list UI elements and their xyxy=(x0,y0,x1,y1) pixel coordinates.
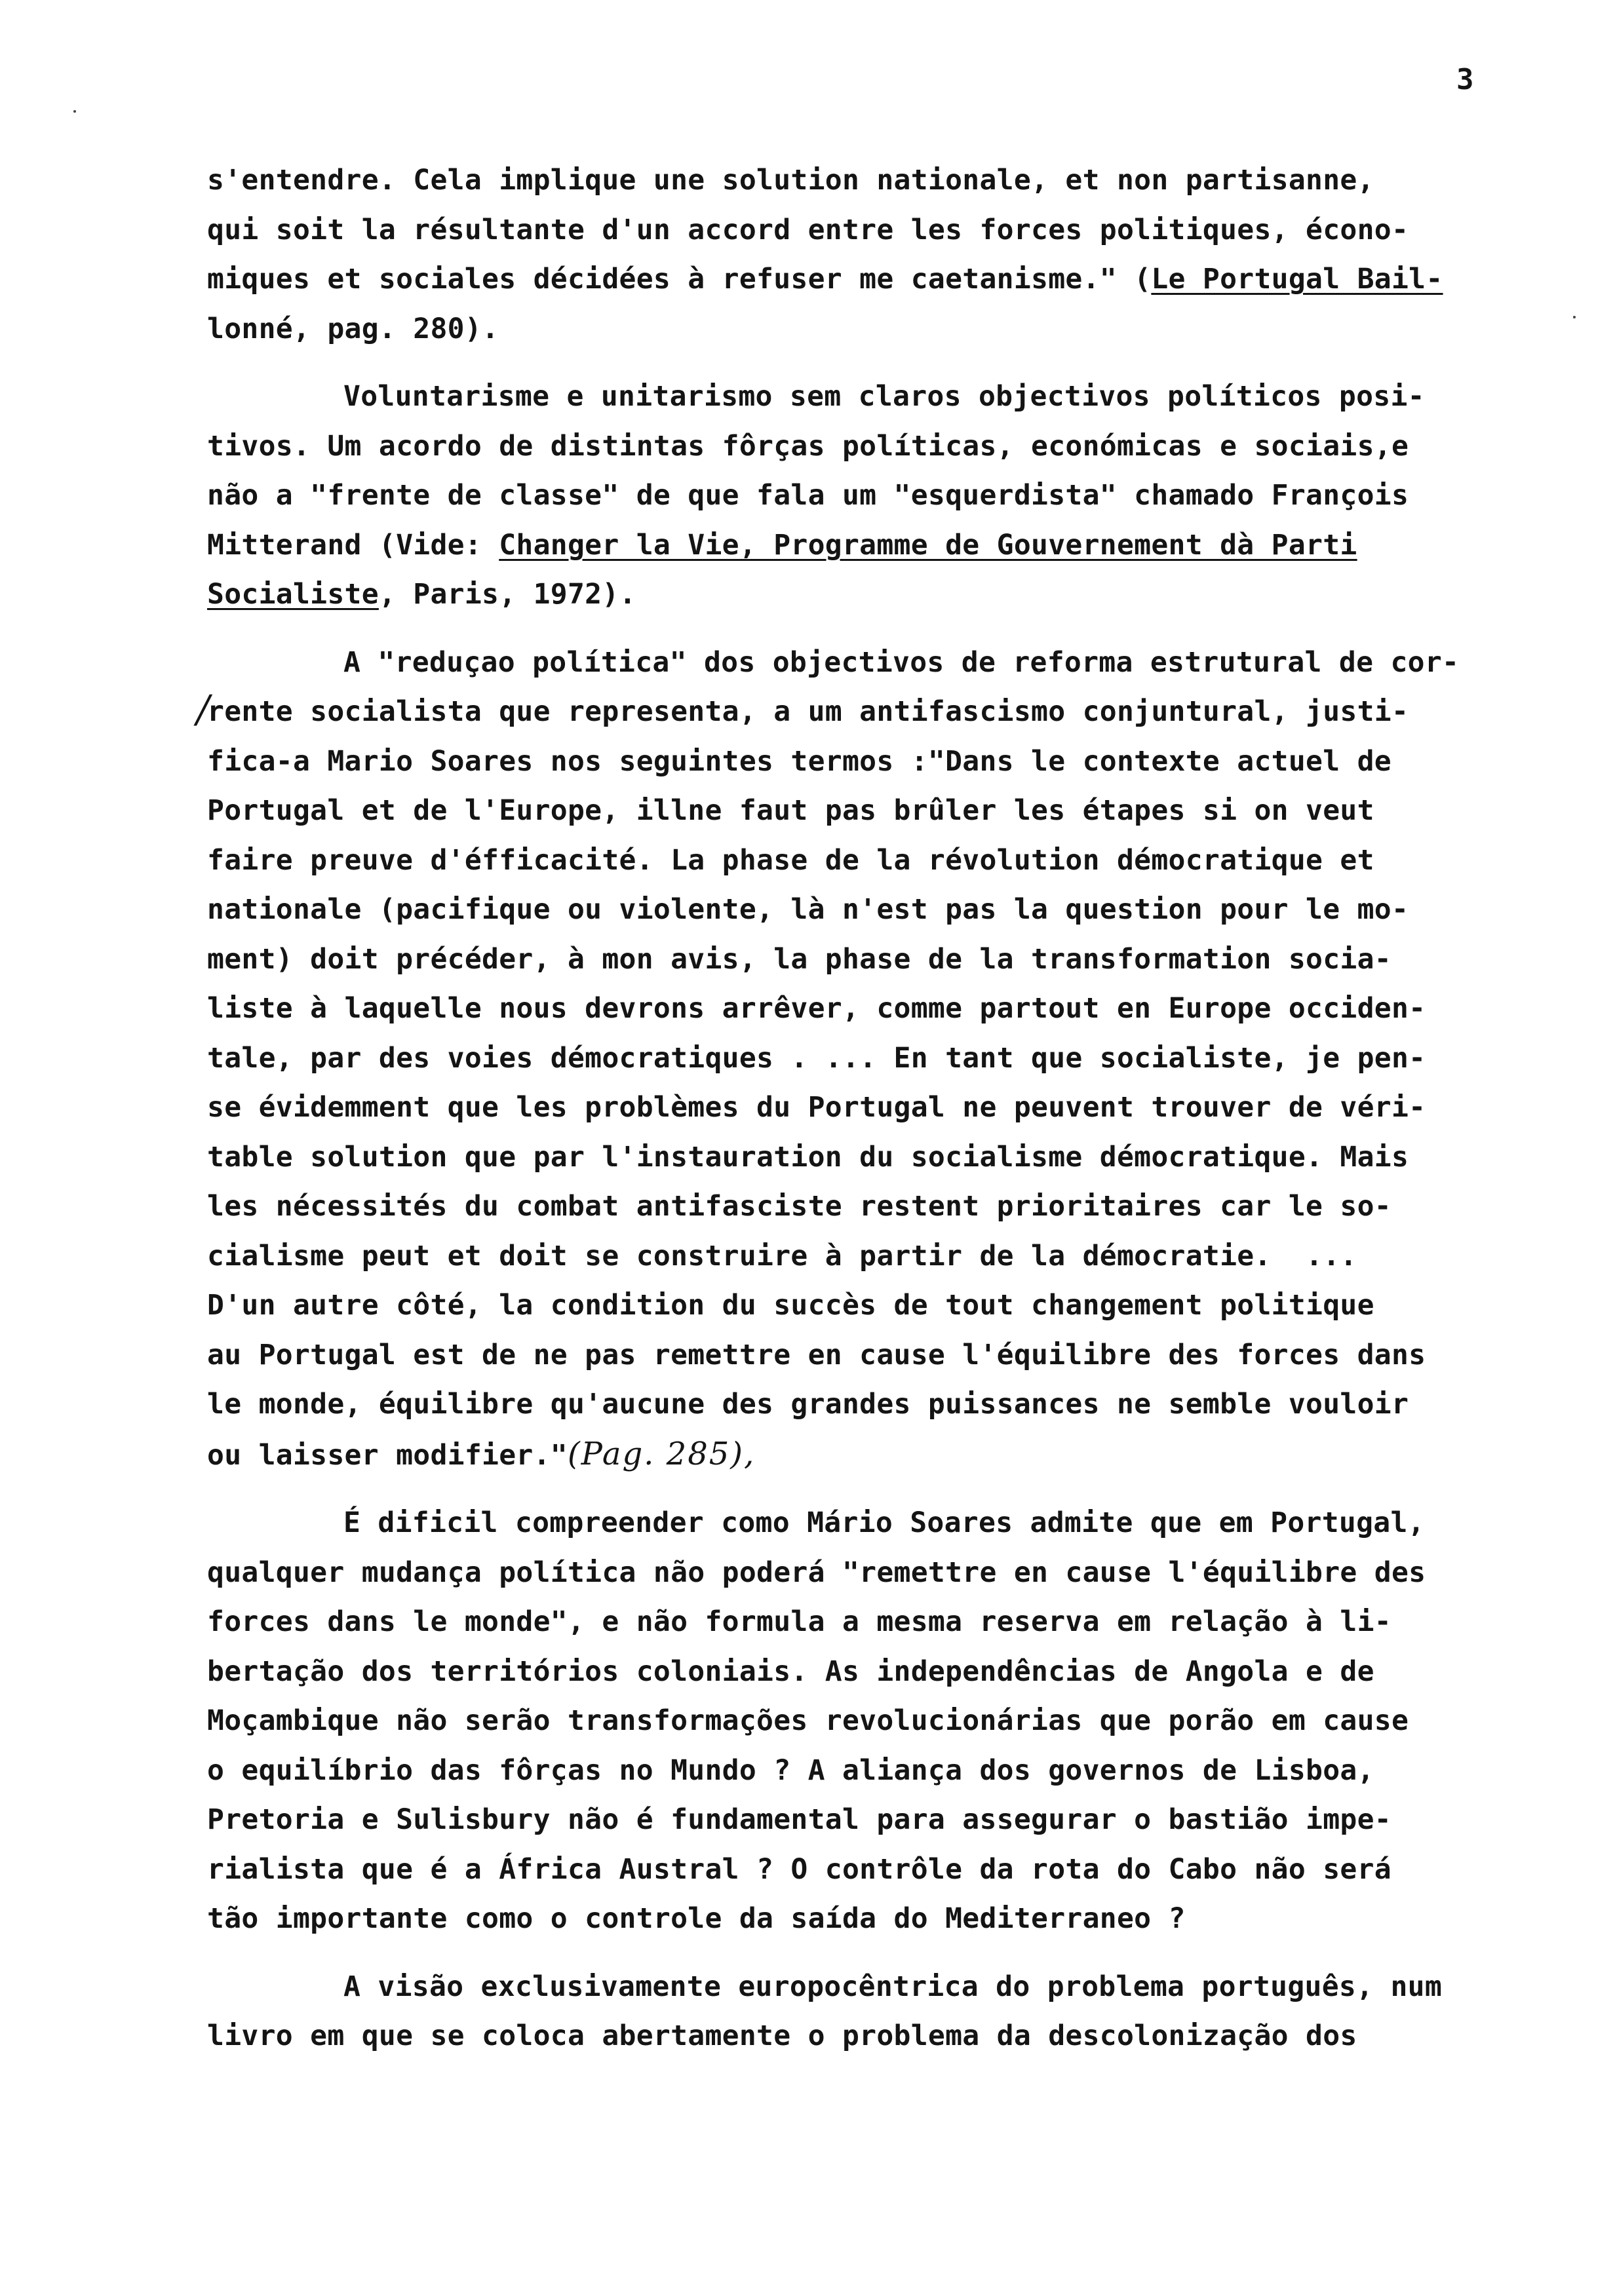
text-line xyxy=(207,1598,1603,1647)
text-line xyxy=(207,570,1603,620)
text-segment: au Portugal est de ne pas remettre en cause l'équilibre des forces dans xyxy=(207,1338,1426,1371)
text-segment: table solution que par l'instauration du socialisme démocratique. Mais xyxy=(207,1140,1409,1174)
text-segment: les nécessités du combat antifasciste restent prioritaires car le so- xyxy=(207,1190,1391,1223)
text-line xyxy=(207,1499,1603,1548)
text-line xyxy=(207,786,1603,836)
text-segment: , Paris, 1972). xyxy=(378,578,636,611)
margin-annotation: / xyxy=(197,687,210,731)
paragraph xyxy=(207,372,1603,620)
text-line xyxy=(207,1331,1603,1381)
paragraph xyxy=(207,1962,1603,2061)
text-line xyxy=(207,206,1603,256)
text-segment: le monde, équilibre qu'aucune des grandes puissances ne semble vouloir xyxy=(207,1388,1409,1421)
text-segment: A visão exclusivamente europocêntrica do problema português, num xyxy=(343,1970,1443,2003)
text-segment: miques et sociales décidées à refuser me caetanisme." ( xyxy=(207,263,1152,296)
paragraph xyxy=(207,156,1603,354)
text-line xyxy=(207,687,1603,737)
text-segment: Mitterand (Vide: xyxy=(207,528,499,562)
text-segment: qui soit la résultante d'un accord entre les forces politiques, écono- xyxy=(207,213,1409,246)
text-segment: cialisme peut et doit se construire à partir de la démocratie. ... xyxy=(207,1239,1357,1272)
text-line xyxy=(207,1845,1603,1895)
text-line xyxy=(207,1696,1603,1746)
text-line xyxy=(207,1380,1603,1430)
text-segment: tale, par des voies démocratiques . ... En tant que socialiste, je pen- xyxy=(207,1041,1426,1075)
text-segment: se évidemment que les problèmes du Portugal ne peuvent trouver de véri- xyxy=(207,1091,1426,1124)
paragraph xyxy=(207,638,1603,1481)
text-line xyxy=(207,305,1603,354)
document-body xyxy=(207,156,1603,2061)
text-segment: Portugal et de l'Europe, illne faut pas brûler les étapes si on veut xyxy=(207,794,1374,827)
text-segment: lonné, pag. 280). xyxy=(207,312,499,345)
text-segment: bertação dos territórios coloniais. As independências de Angola e de xyxy=(207,1655,1374,1688)
text-line xyxy=(207,1894,1603,1944)
underlined-title: Socialiste xyxy=(207,578,379,611)
text-line xyxy=(207,885,1603,935)
text-segment: fica-a Mario Soares nos seguintes termos :"Dans le contexte actuel de xyxy=(207,744,1391,778)
text-segment: s'entendre. Cela implique une solution nationale, et non partisanne, xyxy=(207,164,1374,197)
text-line xyxy=(207,255,1603,305)
text-line xyxy=(207,836,1603,886)
text-segment: tivos. Um acordo de distintas fôrças políticas, económicas e sociais,e xyxy=(207,429,1409,463)
text-segment: Pretoria e Sulisbury não é fundamental para assegurar o bastião impe- xyxy=(207,1803,1391,1836)
text-segment: não a "frente de classe" de que fala um "esquerdista" chamado François xyxy=(207,479,1409,512)
text-line xyxy=(207,372,1603,422)
text-segment: ment) doit précéder, à mon avis, la phase de la transformation socia- xyxy=(207,942,1391,976)
text-line xyxy=(207,1795,1603,1845)
text-segment: livro em que se coloca abertamente o problema da descolonização dos xyxy=(207,2019,1357,2052)
text-line xyxy=(207,1647,1603,1697)
text-segment: o equilíbrio das fôrças no Mundo ? A aliança dos governos de Lisboa, xyxy=(207,1753,1374,1787)
text-line xyxy=(207,1281,1603,1331)
text-line xyxy=(207,737,1603,787)
text-line xyxy=(207,638,1603,688)
text-segment: A "reduçao política" dos objectivos de reforma estrutural de cor- xyxy=(343,645,1460,679)
text-line xyxy=(207,521,1603,571)
text-segment: ou laisser modifier." xyxy=(207,1438,568,1472)
text-line xyxy=(207,2012,1603,2061)
text-line xyxy=(207,422,1603,472)
text-segment: qualquer mudança política não poderá "remettre en cause l'équilibre des xyxy=(207,1556,1426,1589)
scan-speck xyxy=(73,110,76,113)
text-segment: faire preuve d'éfficacité. La phase de la révolution démocratique et xyxy=(207,843,1374,877)
text-line xyxy=(207,1034,1603,1084)
text-line xyxy=(207,984,1603,1034)
text-line xyxy=(207,1133,1603,1183)
text-segment: Moçambique não serão transformações revolucionárias que porão em cause xyxy=(207,1704,1409,1737)
text-line xyxy=(207,1430,1603,1481)
text-line xyxy=(207,1746,1603,1796)
text-segment: forces dans le monde", e não formula a mesma reserva em relação à li- xyxy=(207,1605,1391,1638)
underlined-title: Le Portugal Bail- xyxy=(1151,263,1443,296)
handwritten-page-reference: (Pag. 285), xyxy=(567,1435,756,1472)
page-number: 3 xyxy=(1456,63,1474,96)
underlined-title: Changer la Vie, Programme de Gouvernement dà Parti xyxy=(499,528,1357,562)
text-segment: rente socialista que representa, a um antifascismo conjuntural, justi- xyxy=(207,695,1409,728)
text-line xyxy=(207,1548,1603,1598)
text-line xyxy=(207,1962,1603,2012)
paragraph xyxy=(207,1499,1603,1944)
text-segment: Voluntarisme e unitarismo sem claros objectivos políticos posi- xyxy=(343,380,1425,413)
text-line xyxy=(207,1232,1603,1282)
text-segment: D'un autre côté, la condition du succès de tout changement politique xyxy=(207,1289,1374,1322)
text-line xyxy=(207,935,1603,985)
text-segment: É dificil compreender como Mário Soares admite que em Portugal, xyxy=(343,1506,1425,1539)
text-segment: rialista que é a África Austral ? O contrôle da rota do Cabo não será xyxy=(207,1852,1391,1886)
text-line xyxy=(207,471,1603,521)
text-line xyxy=(207,1083,1603,1133)
text-line xyxy=(207,1182,1603,1232)
text-segment: liste à laquelle nous devrons arrêver, comme partout en Europe occiden- xyxy=(207,992,1426,1025)
text-line xyxy=(207,156,1603,206)
text-segment: nationale (pacifique ou violente, là n'est pas la question pour le mo- xyxy=(207,893,1409,926)
text-segment: tão importante como o controle da saída do Mediterraneo ? xyxy=(207,1902,1186,1935)
